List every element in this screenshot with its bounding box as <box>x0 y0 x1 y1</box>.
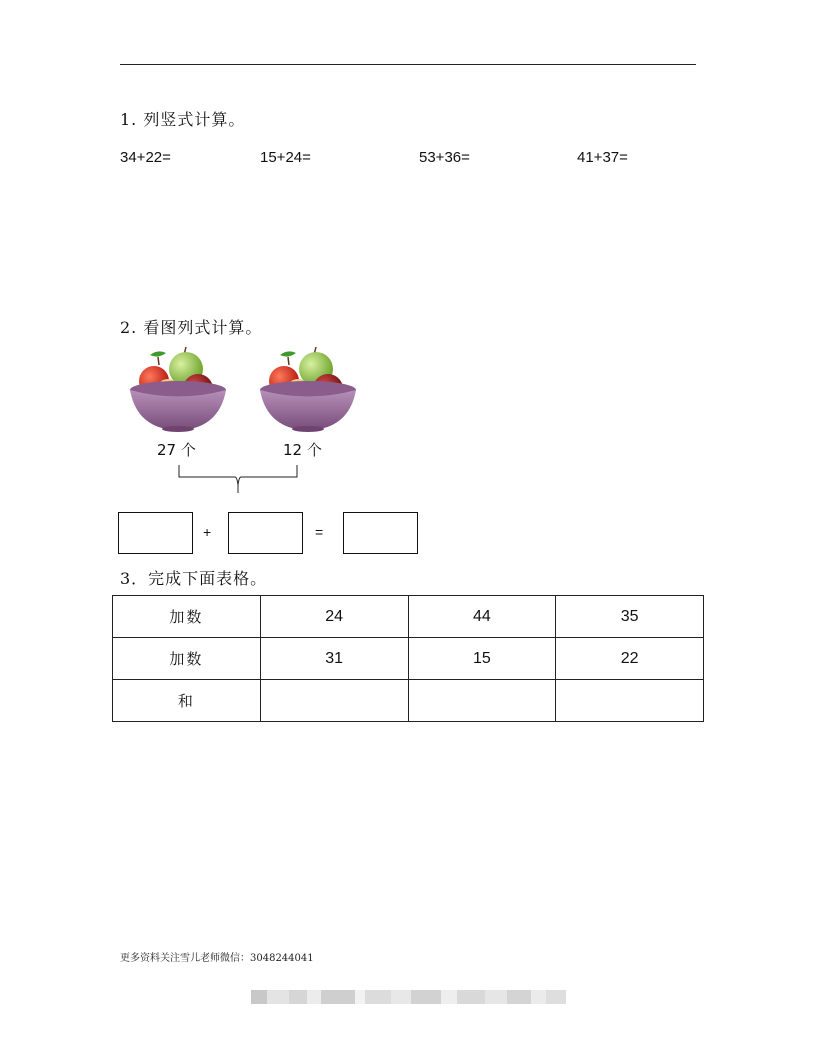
table-cell: 22 <box>556 638 704 680</box>
question-3-heading: 3．完成下面表格。 <box>120 569 268 588</box>
answer-cell[interactable] <box>556 680 704 722</box>
answer-box-result[interactable] <box>343 512 418 554</box>
table-cell: 24 <box>260 596 408 638</box>
basket-1-count: 27 个 <box>157 441 196 459</box>
answer-box-2[interactable] <box>228 512 303 554</box>
table-cell: 15 <box>408 638 556 680</box>
table-row <box>113 680 704 722</box>
table-cell: 44 <box>408 596 556 638</box>
equals-sign: = <box>315 524 324 540</box>
table-cell: 31 <box>260 638 408 680</box>
row-label: 加数 <box>113 638 261 680</box>
fruit-basket-icon <box>128 345 228 435</box>
table-cell: 35 <box>556 596 704 638</box>
answer-box-1[interactable] <box>118 512 193 554</box>
plus-sign: + <box>203 524 212 540</box>
expression-2: 15+24= <box>260 149 311 166</box>
basket-2-count: 12 个 <box>283 441 322 459</box>
brace-icon <box>175 463 301 495</box>
row-label: 加数 <box>113 596 261 638</box>
footer-note: 更多资料关注雪儿老师微信：3048244041 <box>120 953 314 964</box>
expression-1: 34+22= <box>120 149 171 166</box>
blurred-watermark <box>251 990 566 1004</box>
question-2-heading: 2. 看图列式计算。 <box>120 318 263 337</box>
table-row <box>113 638 704 680</box>
question-1-heading: 1. 列竖式计算。 <box>120 110 246 129</box>
row-label: 和 <box>113 680 261 722</box>
header-rule <box>120 64 696 65</box>
answer-cell[interactable] <box>408 680 556 722</box>
expression-3: 53+36= <box>419 149 470 166</box>
expression-4: 41+37= <box>577 149 628 166</box>
addition-table <box>112 595 704 722</box>
answer-cell[interactable] <box>260 680 408 722</box>
fruit-basket-icon <box>258 345 358 435</box>
table-row <box>113 596 704 638</box>
